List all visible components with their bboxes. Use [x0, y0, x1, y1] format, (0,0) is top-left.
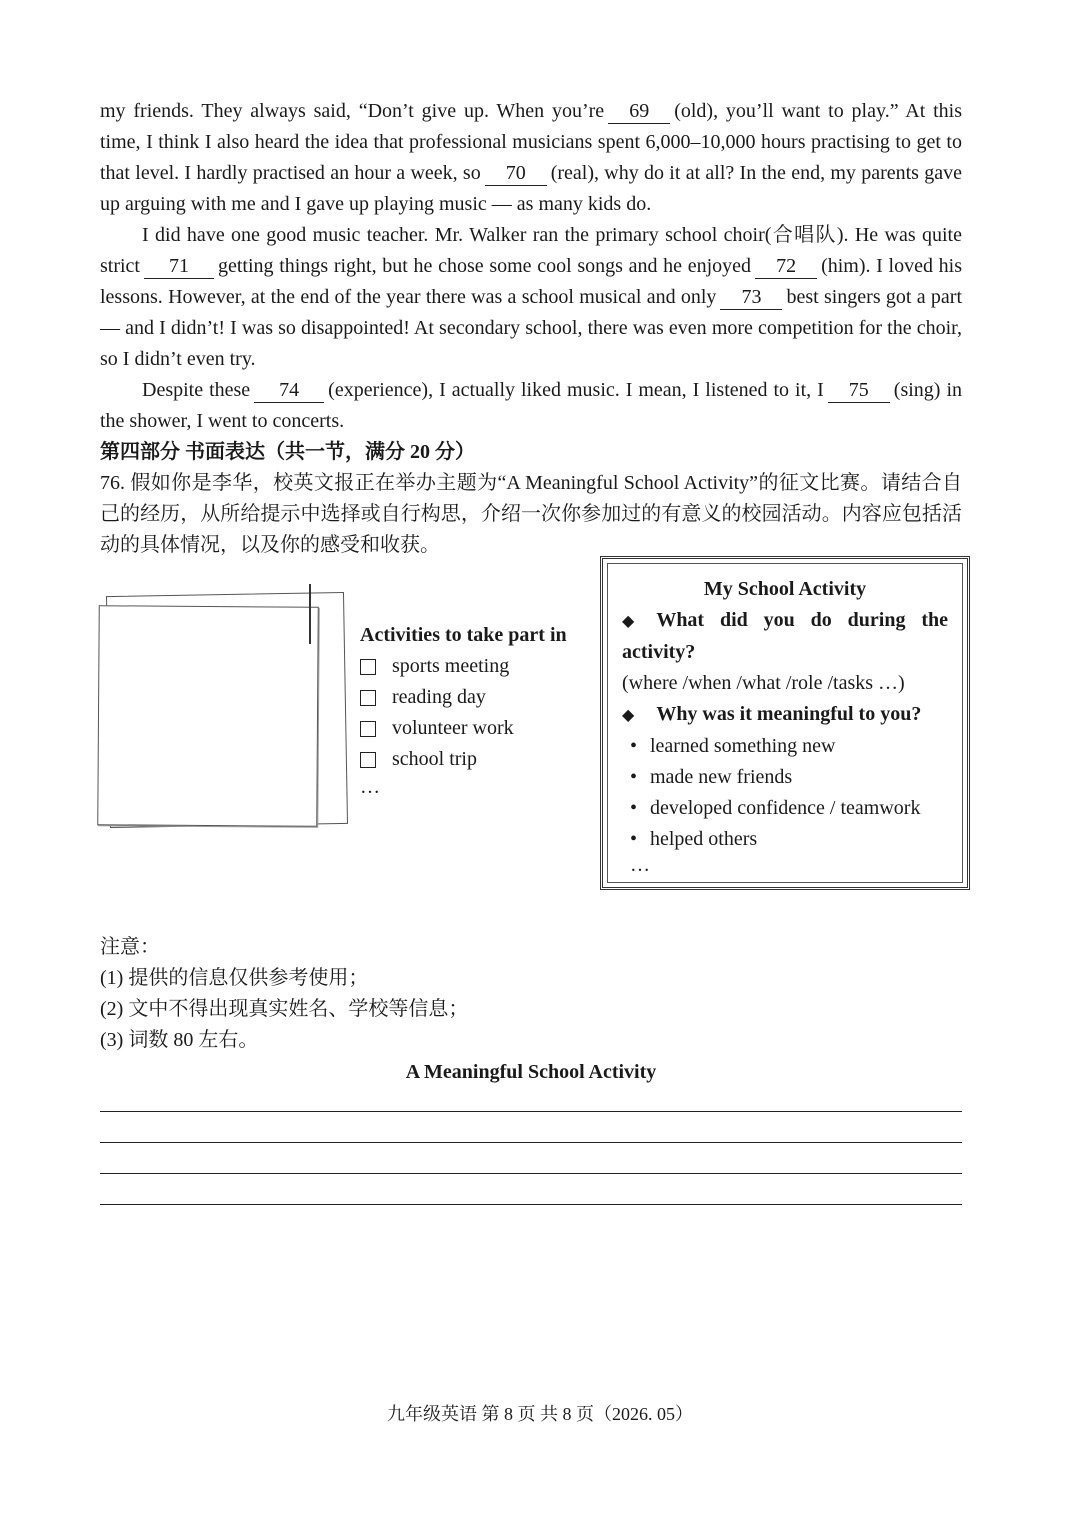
note-sheet-front [97, 605, 319, 827]
blank-73[interactable]: 73 [720, 285, 782, 310]
note-item: (2) 文中不得出现真实姓名、学校等信息； [100, 998, 469, 1020]
task-instructions: 76. 假如你是李华，校英文报正在举办主题为“A Meaningful School Activity”的征文比赛。请结合自己的经历，从所给提示中选择或自行构思，介绍一次你参加过的有意义的校园活动。内容应包括活动的具体情况，以及你的感受和收获。 [100, 472, 962, 556]
passage [100, 96, 962, 561]
dot-bullet-icon: • [630, 797, 638, 819]
note-item: (3) 词数 80 左右。 [100, 1029, 259, 1051]
dot-bullet-icon: • [630, 735, 638, 757]
blank-71[interactable]: 71 [144, 254, 214, 279]
page-footer: 九年级英语 第 8 页 共 8 页（2026. 05） [387, 1404, 693, 1424]
activities-title: Activities to take part in [360, 624, 567, 646]
activities-list [360, 620, 595, 799]
diamond-bullet-icon: ◆ [622, 613, 635, 630]
activity-item: school trip [360, 744, 595, 775]
blank-69[interactable]: 69 [608, 99, 670, 124]
writing-line[interactable] [100, 1142, 962, 1143]
activity-item: reading day [360, 682, 595, 713]
question-1: ◆ What did you do during the activity? [622, 605, 948, 668]
notes [100, 932, 962, 1056]
school-activity-box [600, 556, 970, 890]
reason-item: • learned something new [622, 731, 948, 762]
reason-more: … [630, 854, 650, 876]
dot-bullet-icon: • [630, 766, 638, 788]
notes-label: 注意： [100, 936, 160, 958]
pin-icon [309, 584, 311, 644]
passage-paragraph-1: my friends. They always said, “Don’t give up. When you’re 69 (old), you’ll want to play.” At this time, I think I also heard the idea that professional musicians spent 6,000–10,000 hours practising to get to that level. I hardly practised an hour a week, so 70 (real), why do it at all? In the end, my parents gave up arguing with me and I gave up playing music — as many kids do. [100, 100, 963, 215]
activity-item: sports meeting [360, 651, 595, 682]
reason-item: • developed confidence / teamwork [622, 793, 948, 824]
writing-line[interactable] [100, 1173, 962, 1174]
writing-line[interactable] [100, 1204, 962, 1205]
box-title: My School Activity [703, 578, 867, 600]
activities-more: … [360, 776, 380, 798]
dot-bullet-icon: • [630, 828, 638, 850]
section-heading: 第四部分 书面表达（共一节，满分 20 分） [100, 441, 475, 463]
note-paper-illustration [96, 584, 352, 834]
essay-title: A Meaningful School Activity [405, 1061, 657, 1083]
question-1-hint: (where /when /what /role /tasks …) [622, 672, 905, 694]
blank-75[interactable]: 75 [828, 378, 890, 403]
blank-74[interactable]: 74 [254, 378, 324, 403]
reason-item: • made new friends [622, 762, 948, 793]
checkbox-icon[interactable] [360, 690, 376, 706]
reason-item: • helped others [622, 824, 948, 855]
blank-72[interactable]: 72 [755, 254, 817, 279]
writing-line[interactable] [100, 1111, 962, 1112]
question-2: ◆ Why was it meaningful to you? [622, 699, 948, 731]
passage-paragraph-3: Despite these 74 (experience), I actually liked music. I mean, I listened to it, I 75 (sing) in the shower, I went to concerts. [100, 379, 962, 432]
checkbox-icon[interactable] [360, 721, 376, 737]
diamond-bullet-icon: ◆ [622, 707, 635, 724]
passage-paragraph-2: I did have one good music teacher. Mr. Walker ran the primary school choir(合唱队). He was quite strict 71 getting things right, but he chose some cool songs and he enjoyed 72 (him). I loved his lessons. However, at the end of the year there was a school musical and only 73 best singers got a part — and I didn’t! I was so disappointed! At secondary school, there was even more competition for the choir, so I didn’t even try. [100, 224, 963, 370]
blank-70[interactable]: 70 [485, 161, 547, 186]
activity-item: volunteer work [360, 713, 595, 744]
checkbox-icon[interactable] [360, 659, 376, 675]
checkbox-icon[interactable] [360, 752, 376, 768]
note-item: (1) 提供的信息仅供参考使用； [100, 967, 369, 989]
